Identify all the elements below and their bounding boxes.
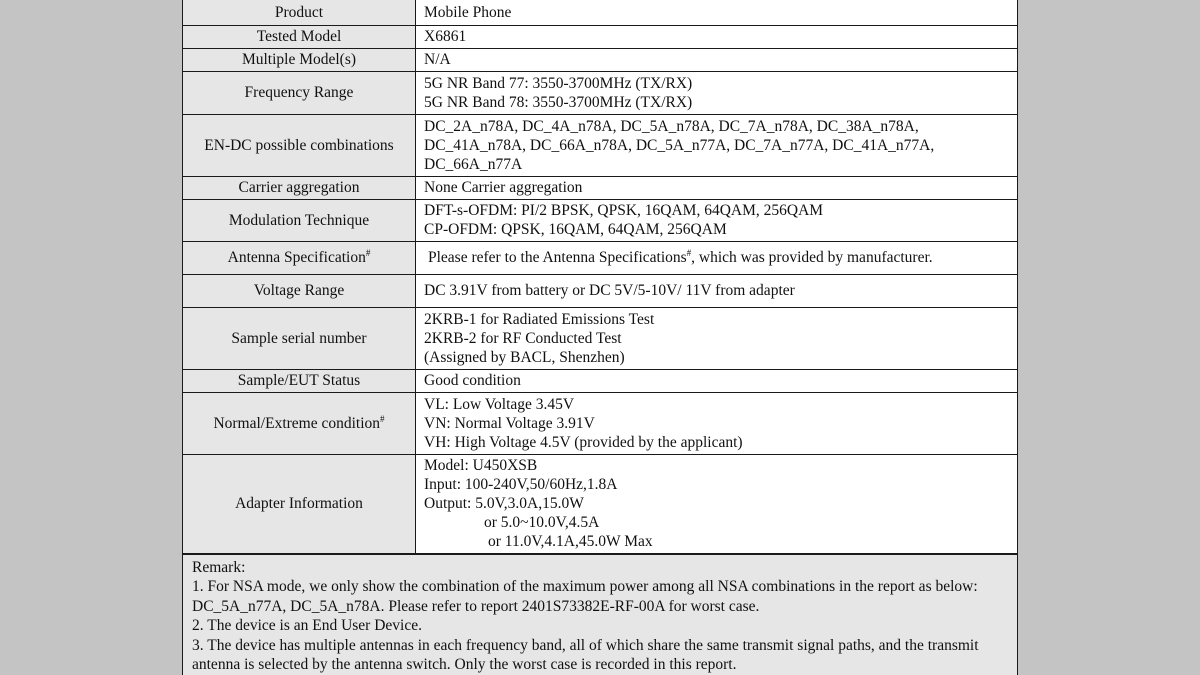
table-row-antenna-specification [183,241,1017,274]
remark-section [183,554,1017,675]
antenna-specification-label [183,241,416,274]
adapter-line: or 5.0~10.0V,4.5A [484,514,600,531]
endc-line: DC_2A_n78A, DC_4A_n78A, DC_5A_n78A, DC_7A_n78A, DC_38A_n78A, [424,117,919,135]
table-row-tested-model [183,25,1017,48]
frequency-range-label: Frequency Range [183,71,416,114]
remark-item: 3. The device has multiple antennas in each frequency band, all of which share the same transmit signal paths, and the transmit antenna is selected by the antenna switch. Only the worst case is recorded in this report. [192,636,979,673]
table-row-sample-eut-status [183,369,1017,392]
adapter-line: Input: 100-240V,50/60Hz,1.8A [424,476,618,493]
carrier-aggregation-label: Carrier aggregation [183,176,416,199]
frequency-range-value [416,71,1018,114]
product-label: Product [183,0,416,25]
modulation-line: DFT-s-OFDM: PI/2 BPSK, QPSK, 16QAM, 64QAM, 256QAM [424,202,824,219]
footnote-mark: # [686,248,692,258]
modulation-technique-value [416,199,1018,241]
adapter-line: Output: 5.0V,3.0A,15.0W [424,495,584,512]
serial-line: 2KRB-2 for RF Conducted Test [424,329,622,347]
table-row-multiple-models [183,48,1017,71]
serial-line: (Assigned by BACL, Shenzhen) [424,348,625,366]
modulation-line: CP-OFDM: QPSK, 16QAM, 64QAM, 256QAM [424,221,727,238]
voltage-condition-line: VN: Normal Voltage 3.91V [424,414,595,432]
table-row-modulation-technique [183,199,1017,241]
antenna-spec-text: Please refer to the Antenna Specifications [428,249,687,266]
footnote-mark: # [365,248,371,258]
normal-extreme-condition-label [183,392,416,454]
table-row-voltage-range [183,274,1017,307]
multiple-models-label: Multiple Model(s) [183,48,416,71]
endc-line: DC_41A_n78A, DC_66A_n78A, DC_5A_n77A, DC_7A_n77A, DC_41A_n77A, [424,136,935,154]
voltage-range-label: Voltage Range [183,274,416,307]
table-row-carrier-aggregation [183,176,1017,199]
adapter-line: Model: U450XSB [424,457,538,474]
table-row-endc-combinations [183,114,1017,176]
sample-eut-status-label: Sample/EUT Status [183,369,416,392]
tested-model-value: X6861 [416,25,1018,48]
serial-line: 2KRB-1 for Radiated Emissions Test [424,310,655,328]
normal-extreme-label-text: Normal/Extreme condition [213,414,381,432]
spec-table [183,0,1017,554]
table-row-frequency-range [183,71,1017,114]
remark-title: Remark: [192,558,246,576]
normal-extreme-condition-value [416,392,1018,454]
adapter-information-label: Adapter Information [183,454,416,553]
antenna-spec-text-after: , which was provided by manufacturer. [691,249,933,266]
antenna-spec-label-text: Antenna Specification [227,249,366,266]
footnote-mark: # [380,413,385,424]
carrier-aggregation-value: None Carrier aggregation [416,176,1018,199]
sample-serial-number-value [416,307,1018,369]
tested-model-label: Tested Model [183,25,416,48]
product-value: Mobile Phone [416,0,1018,25]
antenna-specification-value [416,241,1018,274]
remark-item: 2. The device is an End User Device. [192,617,422,634]
modulation-technique-label: Modulation Technique [183,199,416,241]
table-row-sample-serial-number [183,307,1017,369]
endc-combinations-label: EN-DC possible combinations [183,114,416,176]
voltage-range-value: DC 3.91V from battery or DC 5V/5-10V/ 11V from adapter [416,274,1018,307]
remark-item: 1. For NSA mode, we only show the combination of the maximum power among all NSA combinations in the report as below: DC_5A_n77A, DC_5A_n78A. Please refer to report 2401S73382E-RF-00A for worst case. [192,578,978,615]
table-row-adapter-information [183,454,1017,553]
sample-serial-number-label: Sample serial number [183,307,416,369]
adapter-line: or 11.0V,4.1A,45.0W Max [488,533,653,550]
frequency-line: 5G NR Band 77: 3550-3700MHz (TX/RX) [424,74,693,92]
adapter-information-value [416,454,1018,553]
endc-line: DC_66A_n77A [424,155,523,173]
voltage-condition-line: VL: Low Voltage 3.45V [424,395,575,413]
multiple-models-value: N/A [416,48,1018,71]
sample-eut-status-value: Good condition [416,369,1018,392]
table-row-product [183,0,1017,25]
endc-combinations-value [416,114,1018,176]
frequency-line: 5G NR Band 78: 3550-3700MHz (TX/RX) [424,93,693,111]
table-row-normal-extreme-condition [183,392,1017,454]
spec-document [182,0,1018,675]
voltage-condition-line: VH: High Voltage 4.5V (provided by the applicant) [424,433,743,451]
